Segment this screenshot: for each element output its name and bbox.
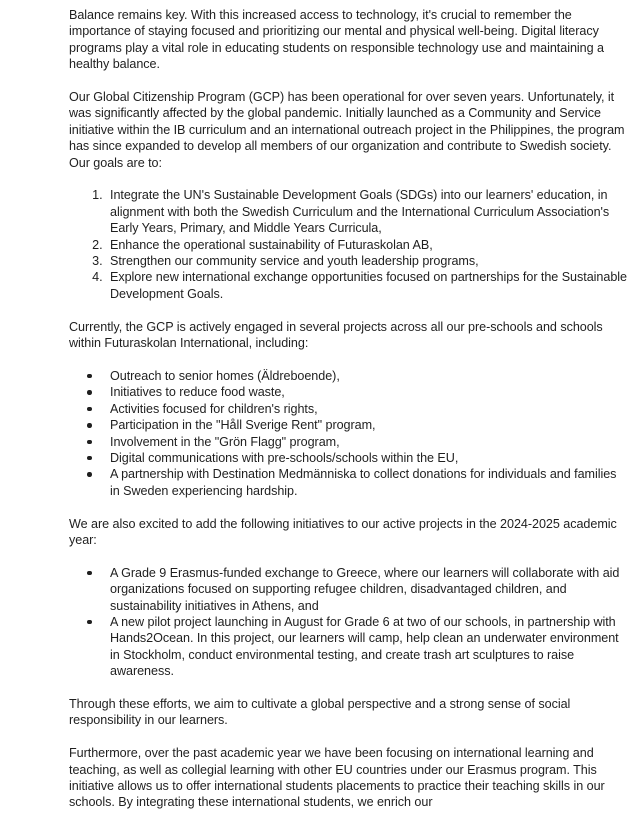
paragraph-erasmus: Furthermore, over the past academic year we have been focusing on international learning and teaching, as well as collegial learning with other EU countries under our Erasmus program. This initiative allows us to offer international students placements to practice their teaching skills in our schools. By integrating these international students, we enrich our	[69, 746, 605, 810]
current-projects-list	[69, 368, 629, 499]
paragraph-current-projects: Currently, the GCP is actively engaged in several projects across all our pre-schools and schools within Futuraskolan International, including:	[69, 319, 603, 351]
document-page	[69, 7, 629, 827]
new-initiatives-list	[69, 565, 629, 680]
project-item: Initiatives to reduce food waste,	[106, 384, 629, 400]
initiative-item: A new pilot project launching in August for Grade 6 at two of our schools, in partnership with Hands2Ocean. In this project, our learners will camp, help clean an underwater environment in Stockholm, conduct environmental testing, and create trash art sculptures to raise awareness.	[106, 614, 629, 680]
paragraph-balance: Balance remains key. With this increased access to technology, it's crucial to remember the importance of staying focused and prioritizing our mental and physical well-being. Digital literacy programs play a vital role in educating students on responsible technology use and maintaining a healthy balance.	[69, 8, 604, 72]
project-item: Involvement in the "Grön Flagg" program,	[106, 434, 629, 450]
project-item: A partnership with Destination Medmänniska to collect donations for individuals and families in Sweden experiencing hardship.	[106, 466, 629, 499]
project-item: Activities focused for children's rights,	[106, 401, 629, 417]
paragraph-new-initiatives: We are also excited to add the following initiatives to our active projects in the 2024-2025 academic year:	[69, 516, 617, 547]
goal-item: 4. Explore new international exchange opportunities focused on partnerships for the Sustainable Development Goals.	[106, 269, 629, 302]
project-item: Digital communications with pre-schools/schools within the EU,	[106, 450, 629, 466]
goal-item: 1. Integrate the UN's Sustainable Development Goals (SDGs) into our learners' education, in alignment with both the Swedish Curriculum and the International Curriculum Association's Early Years, Primary, and Middle Years Curricula,	[106, 187, 629, 236]
initiative-item: A Grade 9 Erasmus-funded exchange to Greece, where our learners will collaborate with aid organizations focused on supporting refugee children, disadvantaged children, and sustainability initiatives in Athens, and	[106, 565, 629, 614]
goal-item: 2. Enhance the operational sustainability of Futuraskolan AB,	[106, 237, 629, 253]
goals-list	[69, 187, 629, 302]
paragraph-gcp-intro: Our Global Citizenship Program (GCP) has been operational for over seven years. Unfortunately, it was significantly affected by the global pandemic. Initially launched as a Community and Service initiative within the IB curriculum and an international outreach project in the Philippines, the program has since expanded to develop all members of our organization and contribute to Swedish society. Our goals are to:	[69, 90, 625, 170]
goal-item: 3. Strengthen our community service and youth leadership programs,	[106, 253, 629, 269]
project-item: Outreach to senior homes (Äldreboende),	[106, 368, 629, 384]
paragraph-efforts: Through these efforts, we aim to cultivate a global perspective and a strong sense of social responsibility in our learners.	[69, 696, 571, 728]
project-item: Participation in the "Håll Sverige Rent" program,	[106, 417, 629, 433]
